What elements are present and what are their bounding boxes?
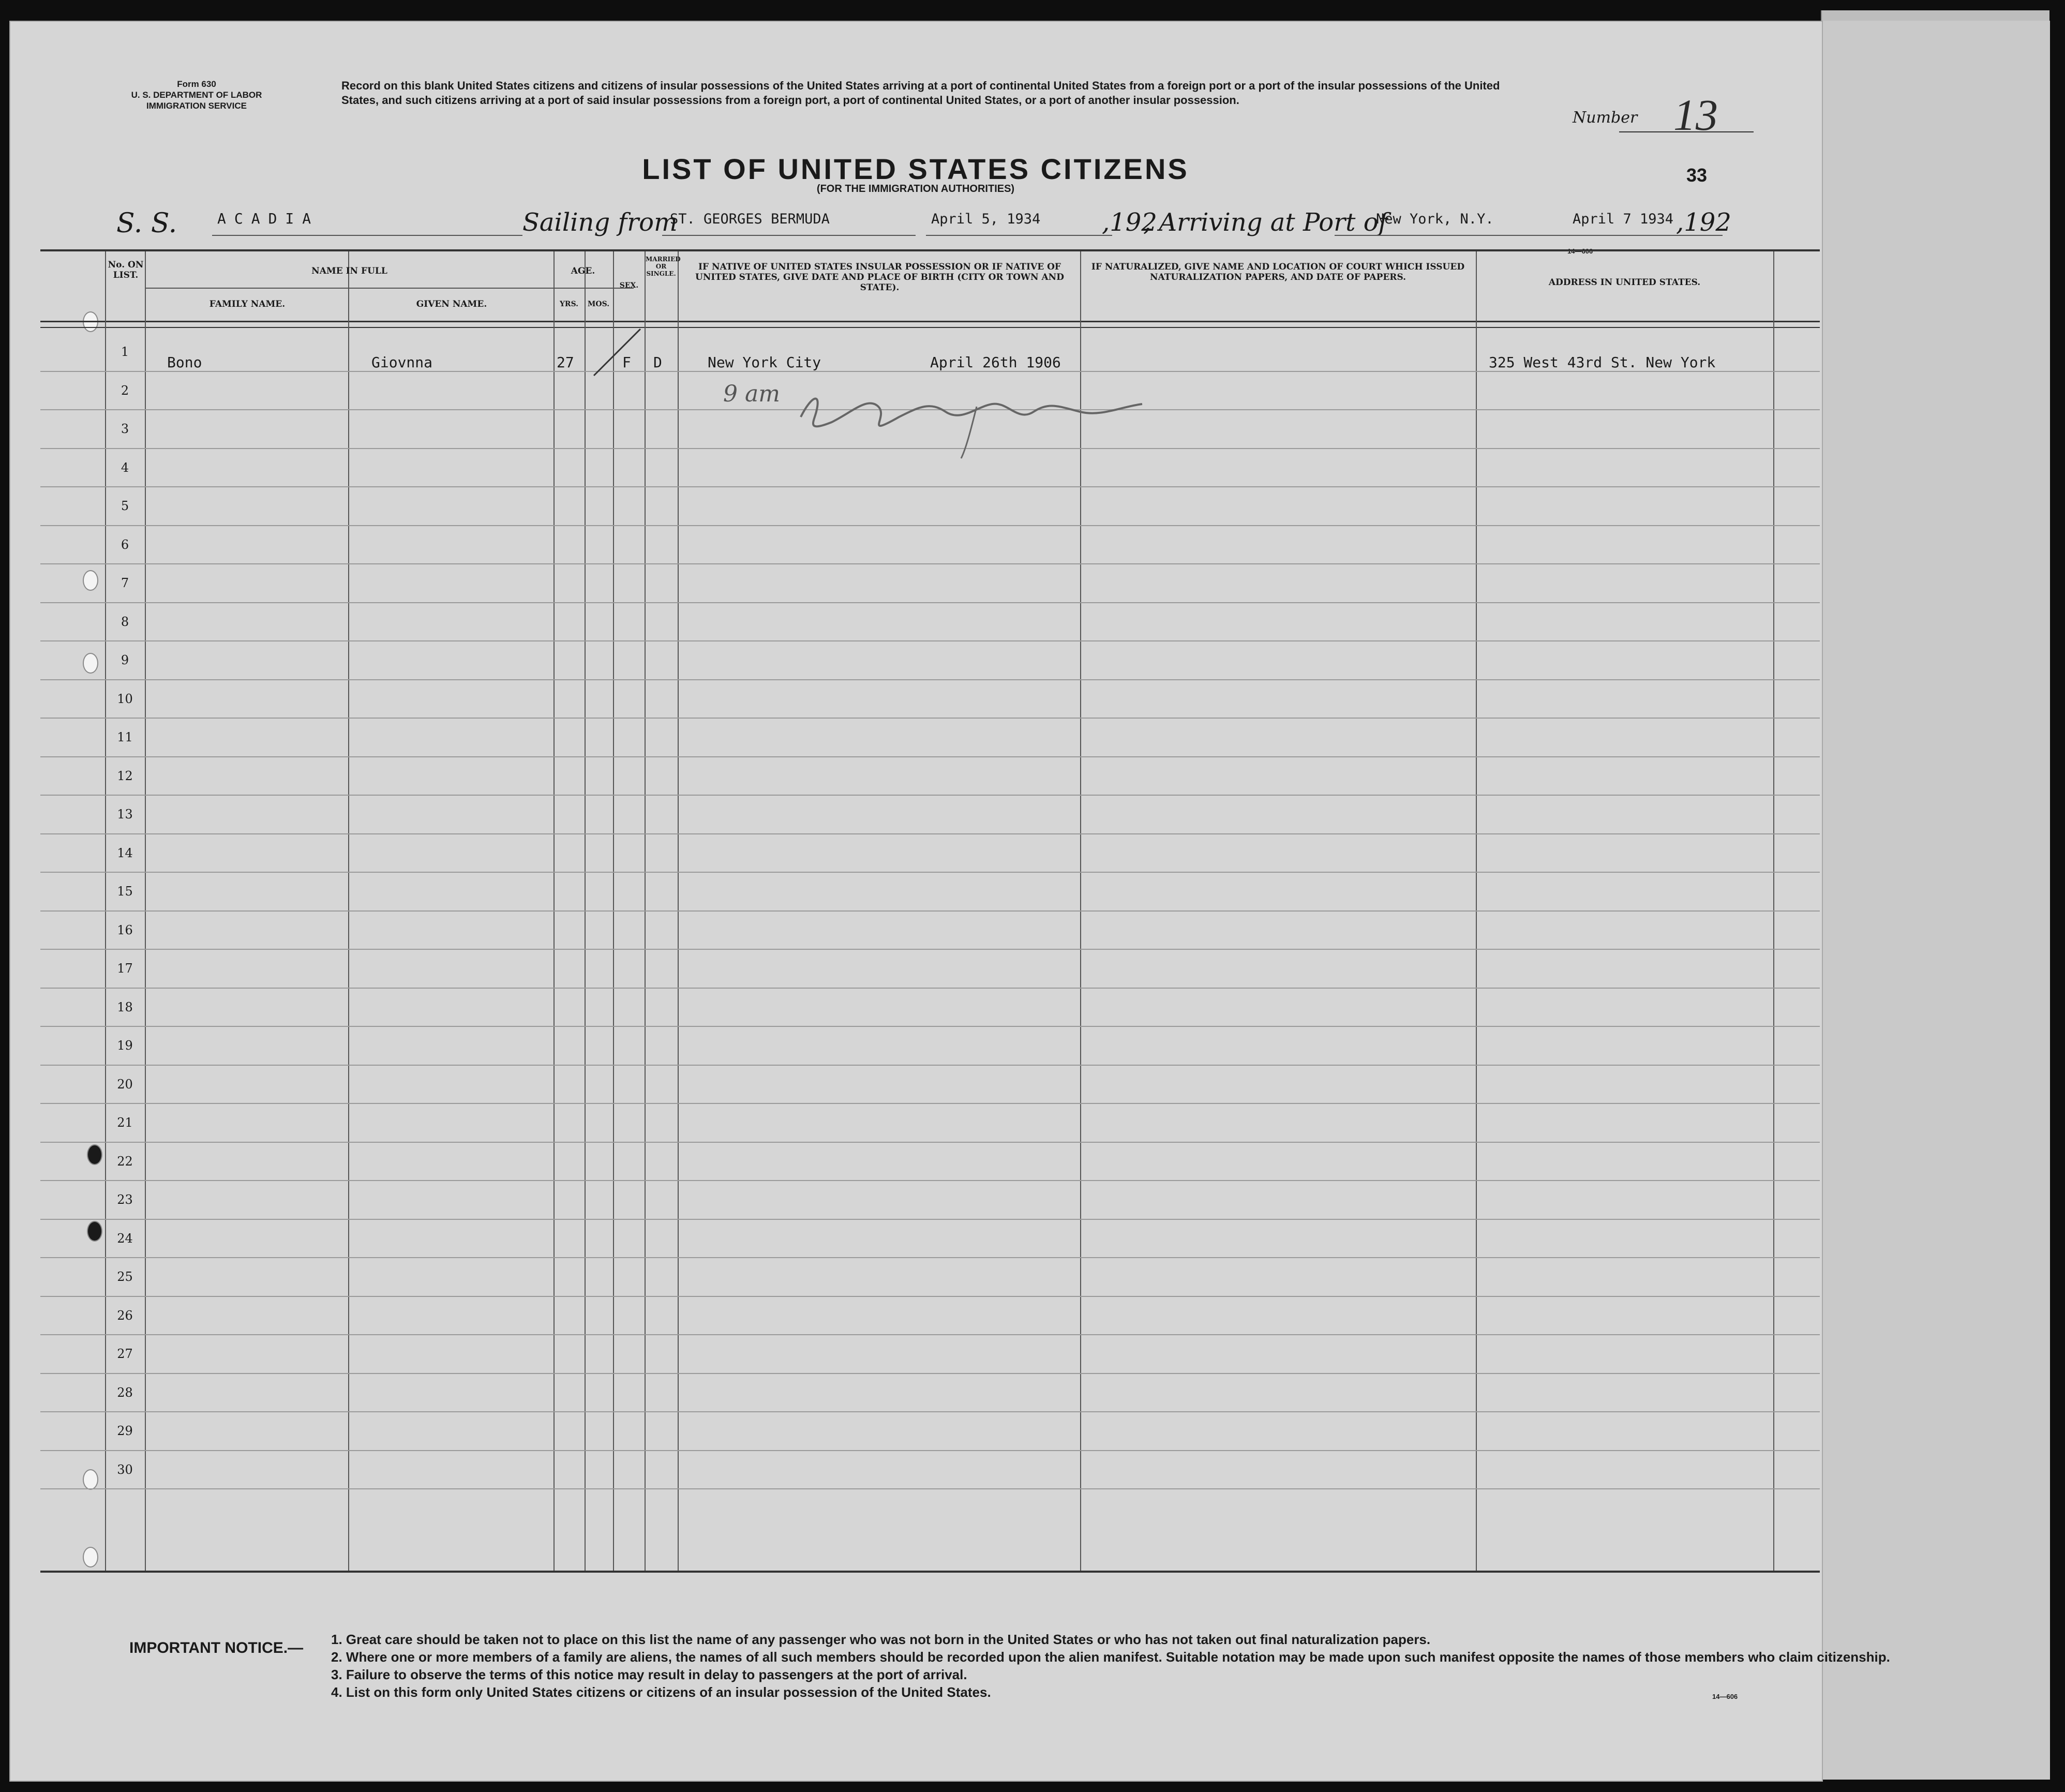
arriving-port-underline [1335,235,1578,236]
table-row [40,679,1820,680]
row-number: 26 [117,1308,133,1323]
arriving-port: New York, N.Y. [1376,211,1494,227]
row-number: 5 [121,499,129,513]
table-row [40,795,1820,796]
year-suffix-1: ,192 [1102,208,1157,237]
header-sex: SEX. [619,281,639,290]
sailing-from-underline [662,235,916,236]
sailing-from-value: ST. GEORGES BERMUDA [670,211,830,227]
sailing-from-label: Sailing from [522,208,678,237]
table-row [40,1373,1820,1374]
row-number: 22 [117,1154,133,1169]
notice-item: 2. Where one or more members of a family are aliens, the names of all such members should be recorded upon the alien manifest. Suitable notation may be made upon such manifest opposite the names of those members who claim citizenship. [331,1649,1890,1665]
table-row [40,833,1820,834]
table-row [40,1180,1820,1181]
table-row [40,1142,1820,1143]
table-row [40,756,1820,757]
entry-address: 325 West 43rd St. New York [1489,354,1716,371]
row-number: 24 [117,1231,133,1246]
row-number: 16 [117,922,133,937]
table-row [40,910,1820,912]
row-number: 28 [117,1385,133,1400]
form-instructions: Record on this blank United States citizens and citizens of insular possessions of the United States arriving at a port of continental United States from a foreign port or a port of the insular possessions of the United States, and such citizens arriving at a port of said insular possessions from a foreign port, a port of continental United States, or a port of another insular possession. [341,79,1500,107]
sailing-date-underline [926,235,1112,236]
manifest-page [9,21,1890,1782]
entry-marital-status: D [653,354,662,371]
table-row [40,1334,1820,1335]
row-number: 11 [117,730,133,744]
entry-birth-date: April 26th 1906 [930,354,1061,371]
row-number: 6 [121,537,129,552]
row-number: 3 [121,422,129,436]
table-row [40,988,1820,989]
row-number: 8 [121,614,129,629]
table-row [40,486,1820,487]
form-identifier [98,79,295,111]
form-number: Form 630 [177,79,216,89]
row-number: 20 [117,1077,133,1092]
header-years: YRS. [559,300,579,308]
row-number: 19 [117,1038,133,1053]
header-address: ADDRESS IN UNITED STATES. [1548,277,1701,288]
table-row [40,1450,1820,1451]
department-name: U. S. DEPARTMENT OF LABOR [131,90,262,100]
notice-label: IMPORTANT NOTICE.— [129,1639,304,1656]
page-title: LIST OF UNITED STATES CITIZENS [642,153,1189,185]
table-row [40,1026,1820,1027]
table-row [40,563,1820,564]
corner-number: 33 [1686,165,1708,186]
header-months: MOS. [587,300,610,308]
arrival-date: April 7 1934 [1573,211,1674,227]
row-number: 2 [121,383,129,398]
sailing-date: April 5, 1934 [931,211,1041,227]
header-given-name: GIVEN NAME. [416,299,487,309]
handwritten-note: 9 am [723,381,780,407]
table-row [40,525,1820,526]
table-row [40,1411,1820,1412]
table-row [40,1219,1820,1220]
table-row [40,949,1820,950]
table-row [40,1103,1820,1104]
row-number: 13 [117,807,133,822]
row-number: 21 [117,1115,133,1130]
table-row [40,872,1820,873]
row-number: 14 [117,845,133,860]
header-age: AGE. [571,266,595,276]
entry-age-years: 27 [557,354,574,371]
header-married-single: MARRIED OR SINGLE. [646,256,681,277]
ship-name: ACADIA [217,210,320,227]
passenger-table [40,249,1820,1573]
header-native: IF NATIVE OF UNITED STATES INSULAR POSSESSION OR IF NATIVE OF UNITED STATES, GIVE DATE AND PLACE OF BIRTH (CITY OR TOWN AND STATE). [695,262,1064,293]
ss-label: S. S. [116,208,177,239]
notice-item: 4. List on this form only United States citizens or citizens of an insular possession of the United States. [331,1684,991,1700]
check-mark [589,324,651,381]
year-suffix-2: ,192 [1676,208,1731,237]
row-number: 15 [117,884,133,899]
entry-birth-place: New York City [708,354,821,371]
row-number: 10 [117,691,133,706]
arriving-label: , Arriving at Port of [1143,208,1388,237]
header-family-name: FAMILY NAME. [209,299,286,309]
row-number: 27 [117,1347,133,1361]
row-number: 18 [117,999,133,1014]
row-number: 9 [121,653,129,667]
entry-given-name: Giovnna [371,354,433,371]
row-number: 4 [121,460,129,475]
table-row [40,718,1820,719]
row-number: 30 [117,1462,133,1477]
table-row [40,1296,1820,1297]
row-number: 29 [117,1424,133,1438]
top-form-code: 14—606 [1567,247,1593,255]
row-number: 17 [117,961,133,976]
row-number: 25 [117,1270,133,1284]
header-no-on-list: No. ON LIST. [108,260,144,280]
row-number: 7 [121,576,129,590]
row-number: 1 [121,345,129,359]
header-name-in-full: NAME IN FULL [311,266,387,276]
entry-family-name: Bono [167,354,202,371]
table-row [40,640,1820,641]
handwritten-signature [790,376,1173,464]
page-subtitle: (FOR THE IMMIGRATION AUTHORITIES) [816,183,1015,195]
header-naturalized: IF NATURALIZED, GIVE NAME AND LOCATION OF COURT WHICH ISSUED NATURALIZATION PAPERS, AND DATE OF PAPERS. [1091,262,1465,282]
notice-item: 1. Great care should be taken not to place on this list the name of any passenger who was not born in the United States or who has not taken out final naturalization papers. [331,1632,1431,1647]
bottom-form-code: 14—606 [1712,1693,1738,1700]
number-label: Number [1573,109,1638,127]
notice-item: 3. Failure to observe the terms of this notice may result in delay to passengers at the port of arrival. [331,1667,967,1682]
row-number: 12 [117,768,133,783]
table-row [40,1065,1820,1066]
table-row [40,1488,1820,1489]
list-number: 13 [1673,90,1718,140]
entry-sex: F [622,354,631,371]
row-number: 23 [117,1192,133,1207]
service-name: IMMIGRATION SERVICE [146,101,247,111]
back-page-edge [1800,21,2050,1780]
ship-underline [212,235,522,236]
notice-items [331,1631,1986,1701]
table-row [40,1257,1820,1258]
table-row [40,602,1820,603]
